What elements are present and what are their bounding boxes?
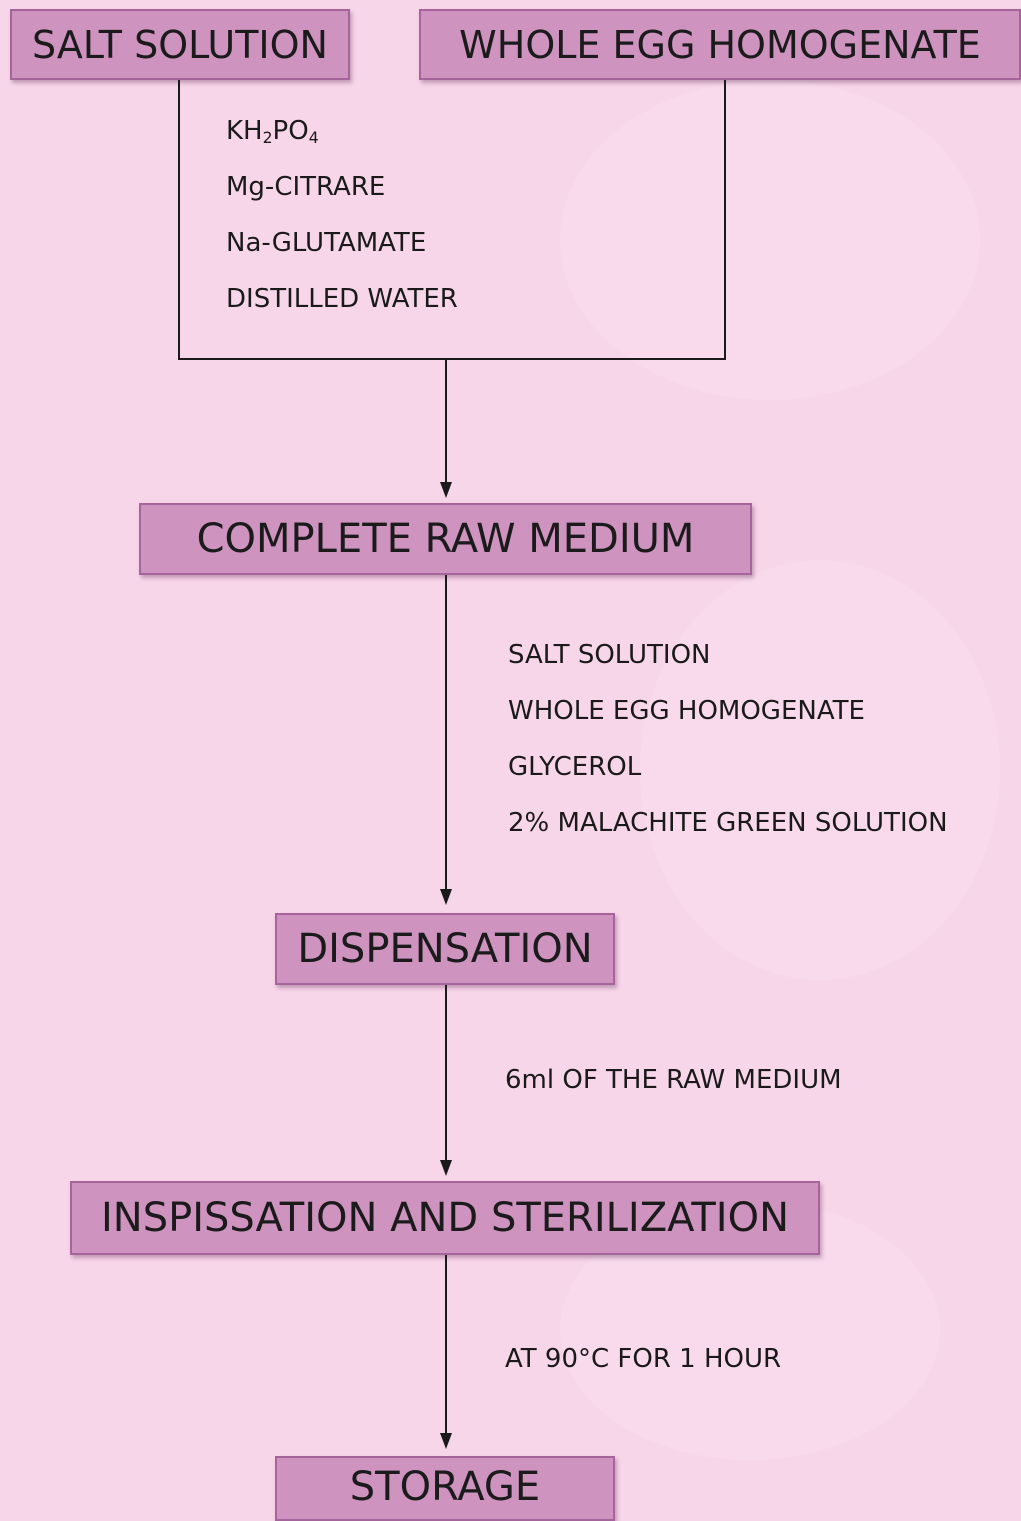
whole-egg-homogenate-label: WHOLE EGG HOMOGENATE <box>459 22 981 67</box>
egg-drop-line <box>724 80 726 360</box>
medium-component: 2% MALACHITE GREEN SOLUTION <box>508 808 948 838</box>
kh2po4-text: $KH_2PO_4$ <box>226 116 319 147</box>
na-glutamate-text: Na-GLUTAMATE <box>226 228 427 258</box>
dispensation-box <box>275 913 615 985</box>
arrow-shaft-4 <box>445 1255 447 1435</box>
inspissation-sterilization-label: INSPISSATION AND STERILIZATION <box>100 1195 790 1241</box>
salt-drop-line <box>178 80 180 360</box>
whole-egg-homogenate-box <box>419 9 1021 80</box>
distilled-water-text: DISTILLED WATER <box>226 284 458 314</box>
arrow-shaft-3 <box>445 985 447 1162</box>
arrowhead-3 <box>440 1160 452 1176</box>
storage-box <box>275 1456 615 1521</box>
join-line <box>178 358 726 360</box>
medium-component: SALT SOLUTION <box>508 640 711 670</box>
storage-label: STORAGE <box>349 1464 541 1510</box>
sterilization-note: AT 90°C FOR 1 HOUR <box>505 1344 782 1374</box>
dispensation-label: DISPENSATION <box>297 926 593 972</box>
arrow-shaft-1 <box>445 360 447 484</box>
arrow-shaft-2 <box>445 575 447 891</box>
background-blob <box>560 80 980 400</box>
arrowhead-1 <box>440 482 452 498</box>
salt-solution-box <box>10 9 350 80</box>
salt-solution-label: SALT SOLUTION <box>32 22 328 67</box>
medium-components-list <box>508 627 948 851</box>
dispensation-note: 6ml OF THE RAW MEDIUM <box>505 1065 842 1095</box>
complete-raw-medium-label: COMPLETE RAW MEDIUM <box>196 516 695 562</box>
medium-component: WHOLE EGG HOMOGENATE <box>508 696 865 726</box>
inspissation-sterilization-box <box>70 1181 820 1255</box>
mg-citrate-text: Mg-CITRARE <box>226 172 386 202</box>
arrowhead-2 <box>440 889 452 905</box>
salt-components-list <box>226 103 458 327</box>
arrowhead-4 <box>440 1433 452 1449</box>
complete-raw-medium-box <box>139 503 752 575</box>
medium-component: GLYCEROL <box>508 752 642 782</box>
